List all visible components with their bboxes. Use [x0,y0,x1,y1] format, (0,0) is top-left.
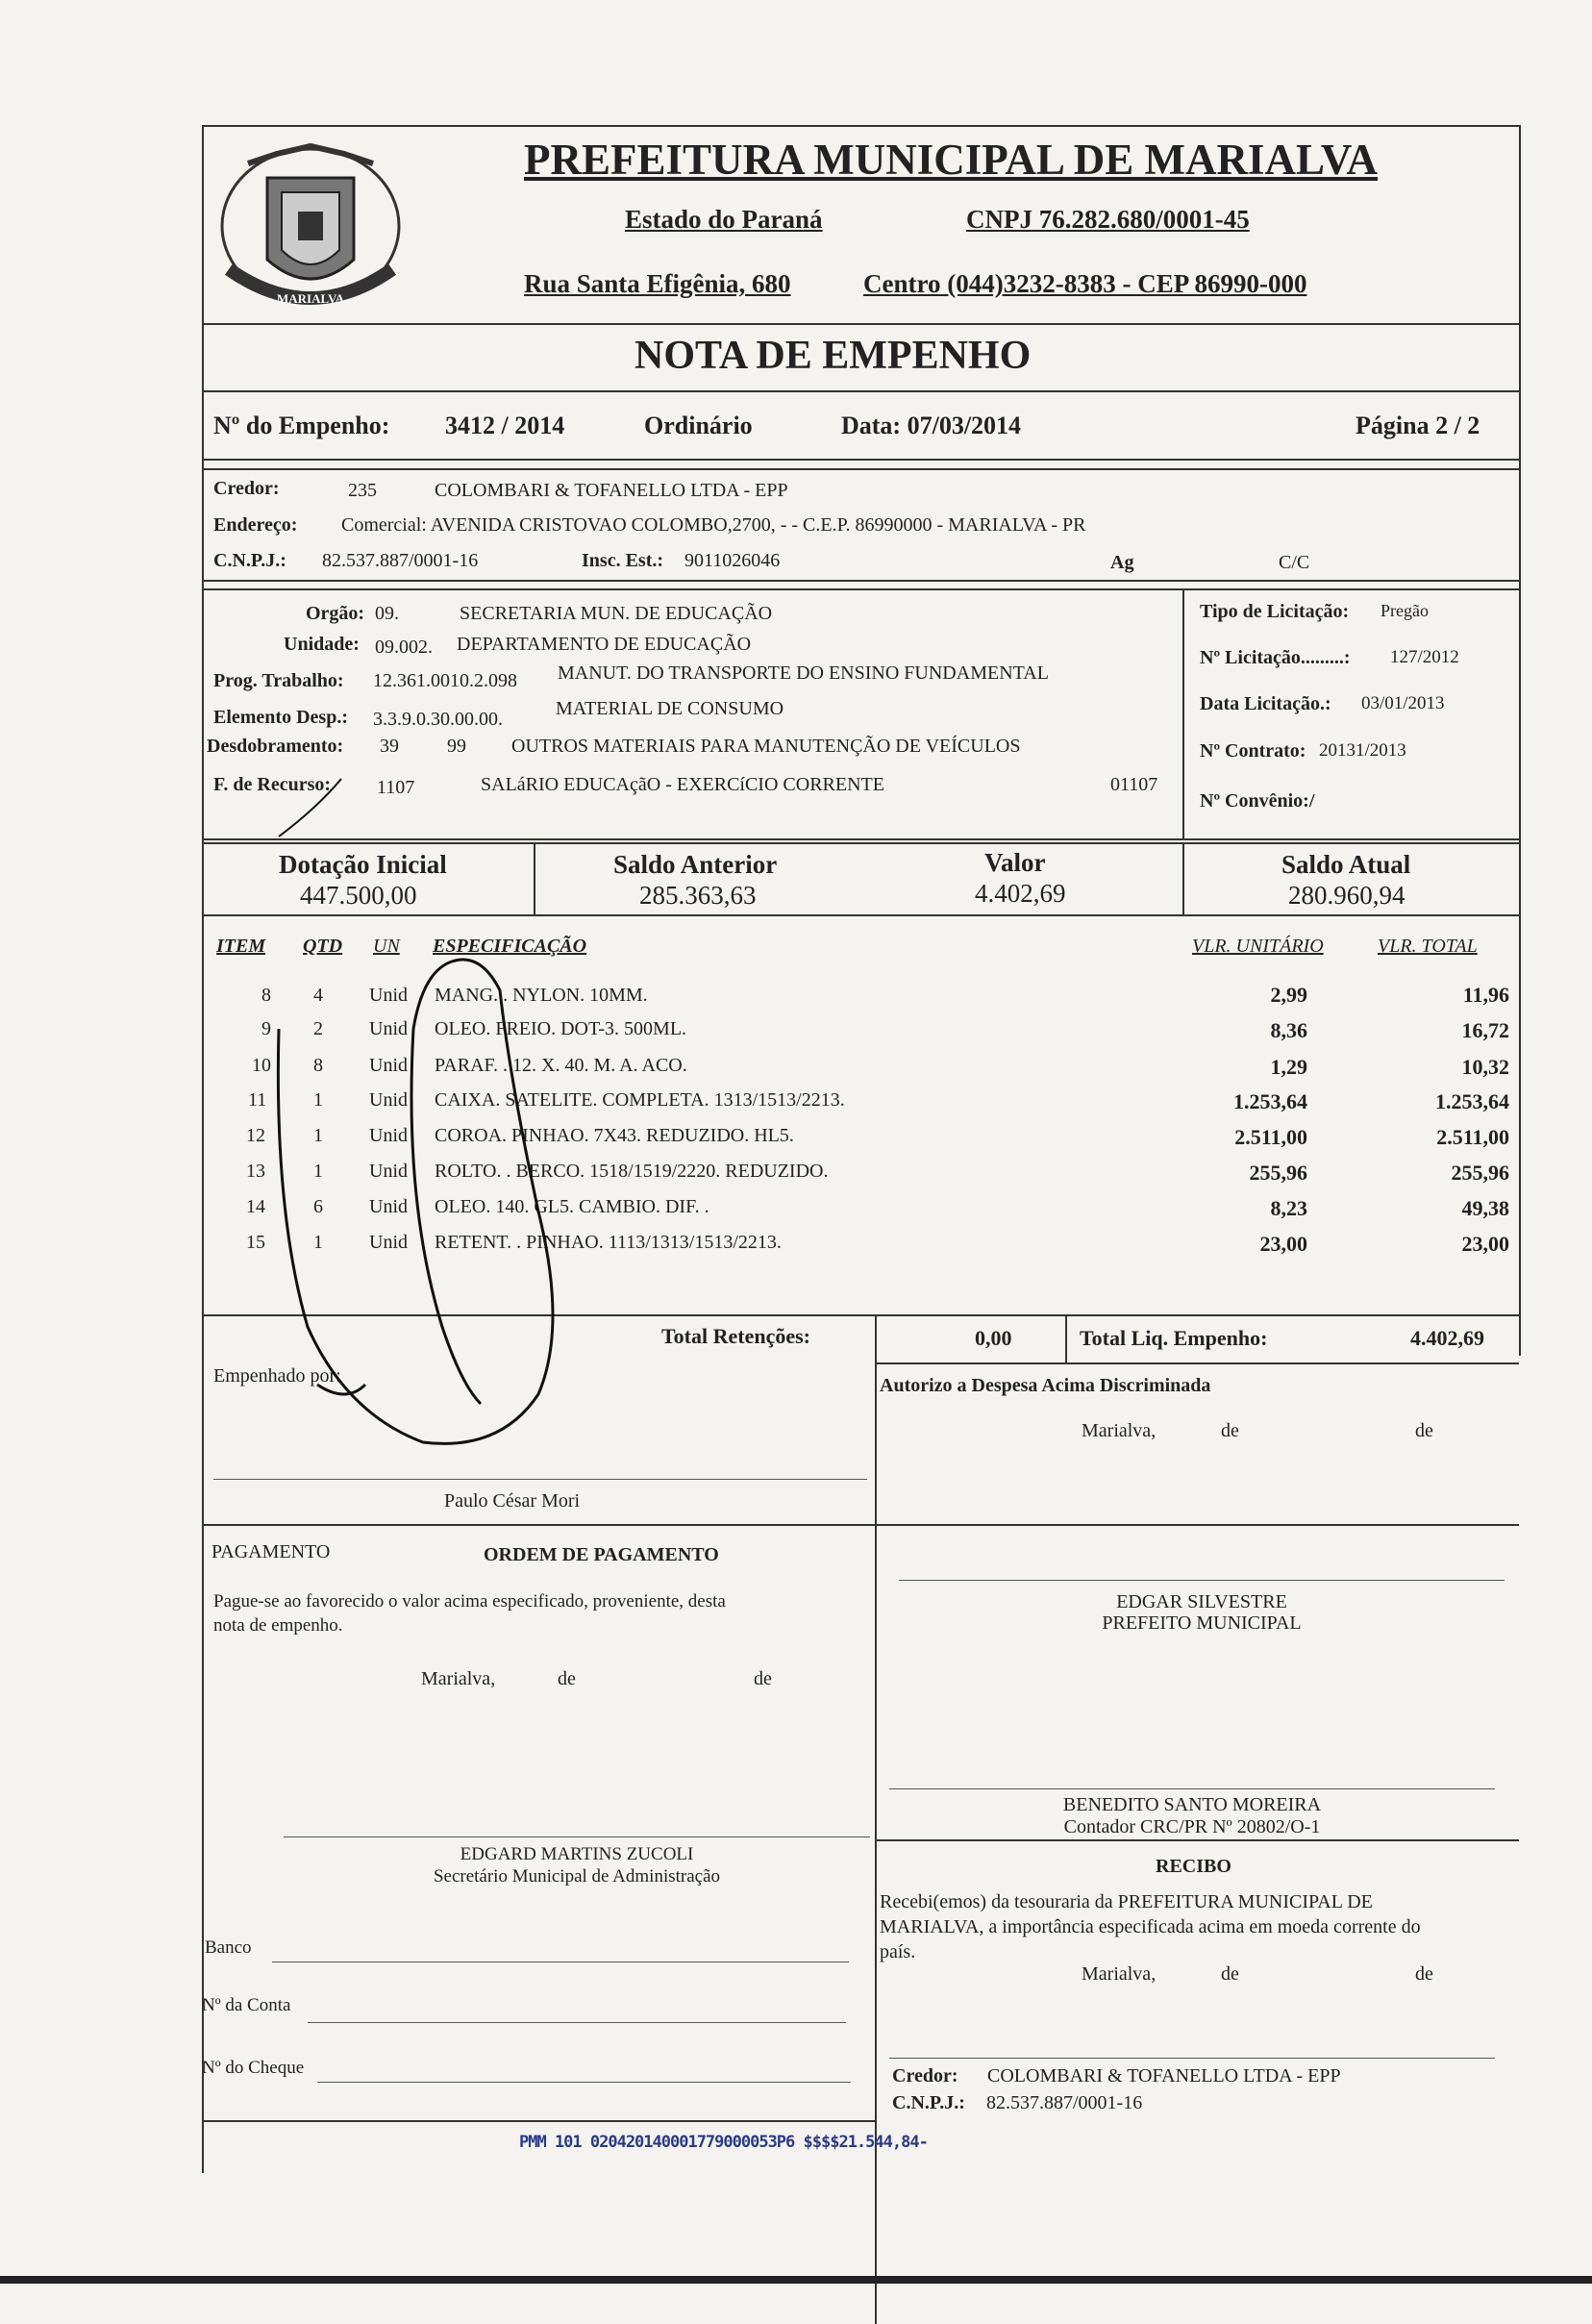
valor-value: 4.402,69 [975,879,1066,908]
prog-code: 12.361.0010.2.098 [373,670,517,691]
item-un: Unid [369,1018,408,1039]
licitacao-number-label: Nº Licitação.........: [1200,647,1351,668]
recibo-credor-label: Credor: [892,2065,958,2087]
item-unit-value: 2,99 [1270,983,1307,1007]
item-total-value: 49,38 [1461,1196,1509,1220]
contador-title: Contador CRC/PR Nº 20802/O-1 [1063,1816,1321,1837]
item-un: Unid [369,1232,408,1253]
banco-label: Banco [205,1937,252,1958]
credor-name: COLOMBARI & TOFANELLO LTDA - EPP [435,480,788,501]
item-un: Unid [369,1161,408,1182]
desdobramento-code2: 99 [447,736,466,757]
data-licitacao-label: Data Licitação.: [1200,693,1331,714]
col-unit: VLR. UNITÁRIO [1192,936,1324,957]
empenhado-label: Empenhado por: [213,1365,341,1387]
item-un: Unid [369,1196,408,1217]
cheque-label: Nº do Cheque [202,2058,305,2078]
item-unit-value: 1.253,64 [1233,1089,1307,1113]
total-retencoes-value: 0,00 [975,1326,1012,1350]
address-text: Rua Santa Efigênia, 680 [524,269,791,298]
recibo-de2: de [1415,1963,1433,1985]
item-total-value: 16,72 [1461,1018,1509,1042]
unidade-name: DEPARTAMENTO DE EDUCAÇÃO [457,634,752,655]
prefeito-name: EDGAR SILVESTRE [1116,1591,1287,1612]
autorizo-de2: de [1415,1420,1433,1441]
secretario-name: EDGARD MARTINS ZUCOLI [460,1844,694,1864]
item-number: 12 [246,1125,265,1146]
elemento-label: Elemento Desp.: [213,707,348,728]
scan-bottom-edge [0,2276,1592,2284]
cnpj-header: CNPJ 76.282.680/0001-45 [966,205,1250,234]
item-spec: OLEO. 140. GL5. CAMBIO. DIF. . [435,1196,709,1217]
ag-label: Ag [1110,552,1134,573]
col-total: VLR. TOTAL [1378,936,1478,957]
total-liquido-value: 4.402,69 [1410,1326,1484,1350]
desdobramento-label: Desdobramento: [207,736,344,757]
item-qtd: 4 [313,985,323,1006]
unidade-label: Unidade: [284,634,360,655]
ordem-pagamento-label: ORDEM DE PAGAMENTO [484,1544,719,1565]
recurso-name: SALáRIO EDUCAçãO - EXERCíCIO CORRENTE [481,774,884,795]
item-number: 11 [248,1089,267,1111]
item-number: 8 [261,985,271,1006]
saldo-atual-label: Saldo Atual [1281,850,1411,879]
cnpj-value: 82.537.887/0001-16 [322,550,479,571]
tipo-licitacao-value: Pregão [1381,601,1429,620]
empenho-type: Ordinário [644,412,753,439]
prefeito-title: PREFEITO MUNICIPAL [1102,1612,1302,1634]
desdobramento-name: OUTROS MATERIAIS PARA MANUTENÇÃO DE VEÍCULOS [511,736,1021,757]
crest-logo [210,135,411,327]
saldo-atual-value: 280.960,94 [1288,881,1405,910]
dotacao-value: 447.500,00 [300,881,417,910]
empenho-date: Data: 07/03/2014 [841,412,1022,439]
item-un: Unid [369,1125,408,1146]
data-licitacao-value: 03/01/2013 [1361,693,1445,713]
tipo-licitacao-label: Tipo de Licitação: [1200,601,1350,622]
item-qtd: 1 [313,1232,323,1253]
bank-stamp: PMM 101 020420140001779000053P6 $$$$21.544,84- [519,2133,928,2152]
recurso-label: F. de Recurso: [213,774,332,795]
item-un: Unid [369,1055,408,1076]
col-qtd: QTD [303,936,343,957]
page-title: PREFEITURA MUNICIPAL DE MARIALVA [524,136,1379,184]
item-spec: OLEO. FREIO. DOT-3. 500ML. [435,1018,687,1039]
convenio-label: Nº Convênio:/ [1200,790,1315,812]
recibo-title: RECIBO [1156,1856,1231,1877]
item-qtd: 1 [313,1089,323,1111]
item-unit-value: 2.511,00 [1234,1125,1307,1149]
cnpj-label: C.N.P.J.: [213,550,286,571]
pagamento-marialva: Marialva, [421,1668,496,1689]
item-total-value: 2.511,00 [1436,1125,1509,1149]
prog-name: MANUT. DO TRANSPORTE DO ENSINO FUNDAMENTAL [558,662,1049,684]
crest-label: MARIALVA [277,291,345,306]
document-title: NOTA DE EMPENHO [634,334,1032,378]
item-total-value: 11,96 [1462,983,1509,1007]
elemento-name: MATERIAL DE CONSUMO [556,698,784,719]
item-spec: CAIXA. SATELITE. COMPLETA. 1313/1513/2213. [435,1089,845,1111]
recurso-code2: 01107 [1110,774,1158,795]
col-un: UN [373,936,400,957]
item-total-value: 10,32 [1461,1055,1509,1079]
endereco-value: Comercial: AVENIDA CRISTOVAO COLOMBO,2700, - - C.E.P. 86990000 - MARIALVA - PR [341,514,1086,536]
recibo-credor-value: COLOMBARI & TOFANELLO LTDA - EPP [987,2065,1341,2087]
item-unit-value: 23,00 [1259,1232,1307,1256]
recibo-line-2: MARIALVA, a importância especificada acima em moeda corrente do [880,1916,1421,1937]
recibo-cnpj-value: 82.537.887/0001-16 [986,2092,1143,2113]
total-liquido-label: Total Liq. Empenho: [1080,1326,1268,1350]
insc-label: Insc. Est.: [582,550,664,571]
elemento-code: 3.3.9.0.30.00.00. [373,709,503,730]
col-spec: ESPECIFICAÇÃO [433,936,587,957]
unidade-code: 09.002. [375,637,433,658]
item-unit-value: 8,23 [1270,1196,1307,1220]
item-number: 14 [246,1196,265,1217]
item-total-value: 23,00 [1461,1232,1509,1256]
item-qtd: 1 [313,1161,323,1182]
autorizo-text: Autorizo a Despesa Acima Discriminada [880,1375,1211,1396]
conta-label: Nº da Conta [202,1995,291,2015]
recurso-code: 1107 [377,777,415,798]
contrato-label: Nº Contrato: [1200,740,1306,762]
item-spec: MANG. . NYLON. 10MM. [435,985,648,1006]
secretario-title: Secretário Municipal de Administração [433,1866,721,1887]
item-qtd: 1 [313,1125,323,1146]
credor-label: Credor: [213,478,280,499]
valor-label: Valor [984,848,1046,877]
contador-name: BENEDITO SANTO MOREIRA [1062,1794,1322,1815]
autorizo-de1: de [1221,1420,1239,1441]
cc-label: C/C [1279,552,1310,573]
page-number: Página 2 / 2 [1356,412,1480,439]
recibo-line-3: país. [880,1941,916,1962]
saldo-anterior-value: 285.363,63 [639,881,757,910]
state-text: Estado do Paraná [625,205,823,234]
item-spec: RETENT. . PINHAO. 1113/1313/1513/2213. [435,1232,782,1253]
contrato-value: 20131/2013 [1319,740,1406,761]
item-unit-value: 1,29 [1270,1055,1307,1079]
district-phone-text: Centro (044)3232-8383 - CEP 86990-000 [863,269,1307,298]
recibo-cnpj-label: C.N.P.J.: [892,2092,965,2113]
orgao-code: 09. [375,603,399,624]
item-un: Unid [369,1089,408,1111]
pagamento-text-2: nota de empenho. [213,1615,343,1636]
orgao-name: SECRETARIA MUN. DE EDUCAÇÃO [460,603,773,624]
item-number: 9 [261,1018,271,1039]
pagamento-text-1: Pague-se ao favorecido o valor acima especificado, proveniente, desta [213,1591,726,1612]
item-number: 10 [252,1055,271,1076]
empenho-label: Nº do Empenho: [213,412,390,439]
item-qtd: 2 [313,1018,323,1039]
total-retencoes-label: Total Retenções: [661,1324,810,1348]
item-spec: COROA. PINHAO. 7X43. REDUZIDO. HL5. [435,1125,794,1146]
item-un: Unid [369,985,408,1006]
col-item: ITEM [216,936,266,957]
pagamento-label: PAGAMENTO [211,1541,331,1562]
item-unit-value: 8,36 [1270,1018,1307,1042]
item-number: 15 [246,1232,265,1253]
item-total-value: 255,96 [1451,1161,1509,1185]
recibo-marialva: Marialva, [1082,1963,1157,1985]
item-qtd: 8 [313,1055,323,1076]
item-qtd: 6 [313,1196,323,1217]
desdobramento-code: 39 [380,736,399,757]
saldo-anterior-label: Saldo Anterior [613,850,778,879]
empenhado-name: Paulo César Mori [444,1490,581,1512]
pagamento-de1: de [558,1668,576,1689]
item-unit-value: 255,96 [1249,1161,1307,1185]
empenho-number: 3412 / 2014 [445,412,565,439]
credor-code: 235 [348,480,377,501]
item-number: 13 [246,1161,265,1182]
item-spec: ROLTO. . BERCO. 1518/1519/2220. REDUZIDO. [435,1161,829,1182]
autorizo-marialva: Marialva, [1082,1420,1157,1441]
endereco-label: Endereço: [213,514,298,536]
licitacao-number-value: 127/2012 [1390,647,1459,667]
insc-value: 9011026046 [684,550,781,571]
recibo-line-1: Recebi(emos) da tesouraria da PREFEITURA MUNICIPAL DE [880,1891,1373,1912]
item-total-value: 1.253,64 [1435,1089,1509,1113]
orgao-label: Orgão: [306,603,365,624]
dotacao-label: Dotação Inicial [279,850,447,879]
recibo-de1: de [1221,1963,1239,1985]
prog-label: Prog. Trabalho: [213,670,344,691]
pagamento-de2: de [754,1668,772,1689]
item-spec: PARAF. . 12. X. 40. M. A. ACO. [435,1055,687,1076]
